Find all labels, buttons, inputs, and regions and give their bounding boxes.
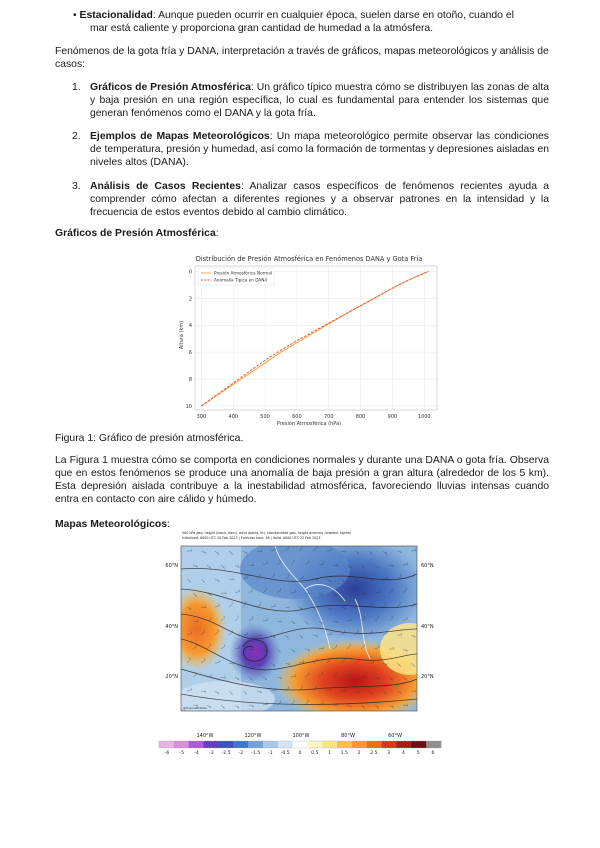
colorbar-swatch [204, 741, 219, 748]
chart-plot-area [195, 266, 437, 410]
chart-legend-label-1: Presión Atmosférica Normal [214, 270, 273, 276]
colorbar-swatch [411, 741, 426, 748]
list-item-3 [90, 180, 549, 219]
map-field [167, 537, 440, 723]
chart-ytick-label: 2 [188, 296, 192, 303]
colorbar-label: 5 [416, 751, 420, 756]
colorbar-swatch [218, 741, 233, 748]
colorbar-label: -2.5 [221, 751, 231, 756]
colorbar-swatch [352, 741, 367, 748]
lat-label-left-60: 60°N [165, 563, 178, 569]
chart-xtick-label: 500 [260, 414, 270, 420]
list-number-2: 2. [72, 131, 81, 142]
wind-barb [417, 619, 422, 621]
wind-barb [417, 649, 421, 652]
chart-ytick-label: 4 [188, 323, 192, 330]
lat-label-right-20: 20°N [421, 674, 434, 680]
list-item-1-text: : Un gráfico típico muestra cómo se distribuyen las zonas de alta y baja presión en una región específica, lo cual es fundamental para entender los sistemas que generan fenómenos como el DANA y la gota fría. [90, 82, 549, 119]
colorbar-swatch [174, 741, 189, 748]
chart-ytick-label: 10 [185, 403, 192, 410]
figure-1-explanation: La Figura 1 muestra cómo se comporta en condiciones normales y durante una DANA o gota fría. Observa que en estos fenómenos se produce una anomalía de baja presión a gran altura (alrededor de los 5 km). Esta depresión aislada contribuye a la inestabilidad atmosférica, favoreciendo lluvias intensas cuando entra en contacto con aire cálido y húmedo. [55, 455, 549, 505]
chart-ylabel: Altura (km) [179, 320, 185, 350]
colorbar-label: -1 [268, 751, 273, 756]
list-item-1-term: Gráficos de Presión Atmosférica [90, 82, 251, 93]
list-item-3-text: : Analizar casos específicos de fenómenos recientes ayuda a comprender cómo afectan a diferentes regiones y a observar patrones en la intensidad y la frecuencia de estos eventos debido al cambio climático. [90, 181, 549, 218]
colorbar-swatch [263, 741, 278, 748]
colorbar-swatch [248, 741, 263, 748]
section-heading-mapas [55, 518, 170, 531]
colorbar-label: 4 [401, 751, 405, 756]
chart-xlabel: Presión Atmosférica (hPa) [276, 421, 342, 427]
chart-xtick-label: 300 [196, 414, 207, 420]
wind-barb [417, 701, 422, 705]
list-number-3: 3. [72, 181, 81, 192]
chart-xtick-label: 900 [387, 414, 398, 420]
colorbar-swatch [367, 741, 382, 748]
colorbar-swatch [233, 741, 248, 748]
colorbar-swatch [159, 741, 174, 748]
list-item-1 [90, 81, 549, 120]
list-item-2 [90, 130, 549, 169]
bullet-estacionalidad [73, 9, 553, 22]
bullet-marker: • [73, 10, 80, 21]
colorbar-label: 6 [431, 751, 435, 756]
colorbar-swatch [293, 741, 308, 748]
lon-label-100w: 100°W [292, 733, 310, 739]
lon-label-80w: 80°W [341, 733, 355, 739]
colorbar-label: 1.5 [340, 751, 348, 756]
colorbar-label: -1.5 [251, 751, 261, 756]
map-colorbar [159, 741, 441, 756]
lon-label-120w: 120°W [244, 733, 262, 739]
section-heading-mapas-text: Mapas Meteorológicos [55, 519, 168, 530]
colorbar-label: -5 [179, 751, 185, 756]
lat-label-right-40: 40°N [421, 624, 434, 630]
chart-xtick-label: 700 [323, 414, 334, 420]
colorbar-swatch [189, 741, 204, 748]
section-heading-graficos-colon: : [215, 228, 219, 239]
list-item-3-term: Análisis de Casos Recientes [90, 181, 241, 192]
lon-label-140w: 140°W [196, 733, 214, 739]
bullet-term: Estacionalidad [79, 10, 153, 21]
lat-label-left-40: 40°N [165, 624, 178, 630]
intro-paragraph: Fenómenos de la gota fría y DANA, interpretación a través de gráficos, mapas meteorológicos y análisis de casos: [55, 46, 549, 70]
map-cutoff-low-dana [229, 623, 281, 683]
section-heading-mapas-colon: : [167, 519, 170, 530]
map-credit: @tropicaltidbits [183, 706, 207, 710]
lon-label-60w: 60°W [388, 733, 402, 739]
list-item-2-text: : Un mapa meteorológico permite observar las condiciones de temperatura, presión y humedad, así como la formación de tormentas y depresiones aisladas en niveles altos (DANA). [90, 131, 549, 168]
colorbar-label: 1 [328, 751, 332, 756]
chart-ytick-label: 6 [188, 350, 192, 357]
section-heading-graficos-text: Gráficos de Presión Atmosférica [55, 228, 216, 239]
colorbar-swatch [396, 741, 411, 748]
colorbar-swatch [307, 741, 322, 748]
colorbar-swatch [278, 741, 293, 748]
colorbar-label: -6 [164, 751, 170, 756]
chart-xtick-label: 400 [228, 414, 238, 420]
figure-1-caption: Figura 1: Gráfico de presión atmosférica. [55, 433, 244, 444]
colorbar-label: -0.5 [280, 751, 290, 756]
colorbar-label: 3 [387, 751, 391, 756]
colorbar-swatch [322, 741, 337, 748]
list-item-2-term: Ejemplos de Mapas Meteorológicos [90, 131, 270, 142]
lat-label-right-60: 60°N [421, 563, 434, 569]
pressure-chart [173, 250, 445, 430]
colorbar-label: -4 [194, 751, 199, 756]
colorbar-label: 2 [357, 751, 361, 756]
weather-map [155, 529, 445, 757]
chart-xtick-label: 800 [355, 414, 366, 420]
list-number-1: 1. [72, 82, 81, 93]
bullet-text-line2: mar está caliente y proporciona gran cantidad de humedad a la atmósfera. [90, 23, 434, 34]
colorbar-swatch [426, 741, 441, 748]
bullet-text-line1: : Aunque pueden ocurrir en cualquier época, suelen darse en otoño, cuando el [152, 10, 514, 21]
colorbar-label: -2 [238, 751, 244, 756]
section-heading-graficos [55, 227, 219, 240]
lat-label-left-20: 20°N [165, 674, 178, 680]
map-header-line2: Initialized: 0000 UTC 20 Feb 2023 | Forecast hour: 48 | Valid: 0000 UTC 22 Feb 2023 [182, 536, 321, 540]
chart-legend-label-2: Anomalía Típica en DANA [214, 277, 268, 283]
chart-ytick-label: 8 [188, 377, 192, 384]
chart-ytick-label: 0 [188, 269, 192, 276]
wind-barb [417, 588, 421, 593]
colorbar-swatch [337, 741, 352, 748]
colorbar-swatch [382, 741, 397, 748]
map-sw-pale-area [175, 681, 275, 717]
colorbar-label: 2.5 [370, 751, 378, 756]
colorbar-label: 0.5 [311, 751, 319, 756]
chart-legend [198, 268, 274, 285]
colorbar-label: 0 [298, 751, 302, 756]
chart-xtick-label: 600 [292, 414, 302, 420]
chart-xtick-label: 1000 [417, 414, 431, 420]
map-header-line1: 500 hPa geo. height (black, dam), wind (barbs, kt), standardized geo. height anomaly (shaded, sigma) [182, 531, 352, 535]
colorbar-label: -3 [209, 751, 214, 756]
chart-title: Distribución de Presión Atmosférica en Fenómenos DANA y Gota Fría [195, 255, 423, 263]
